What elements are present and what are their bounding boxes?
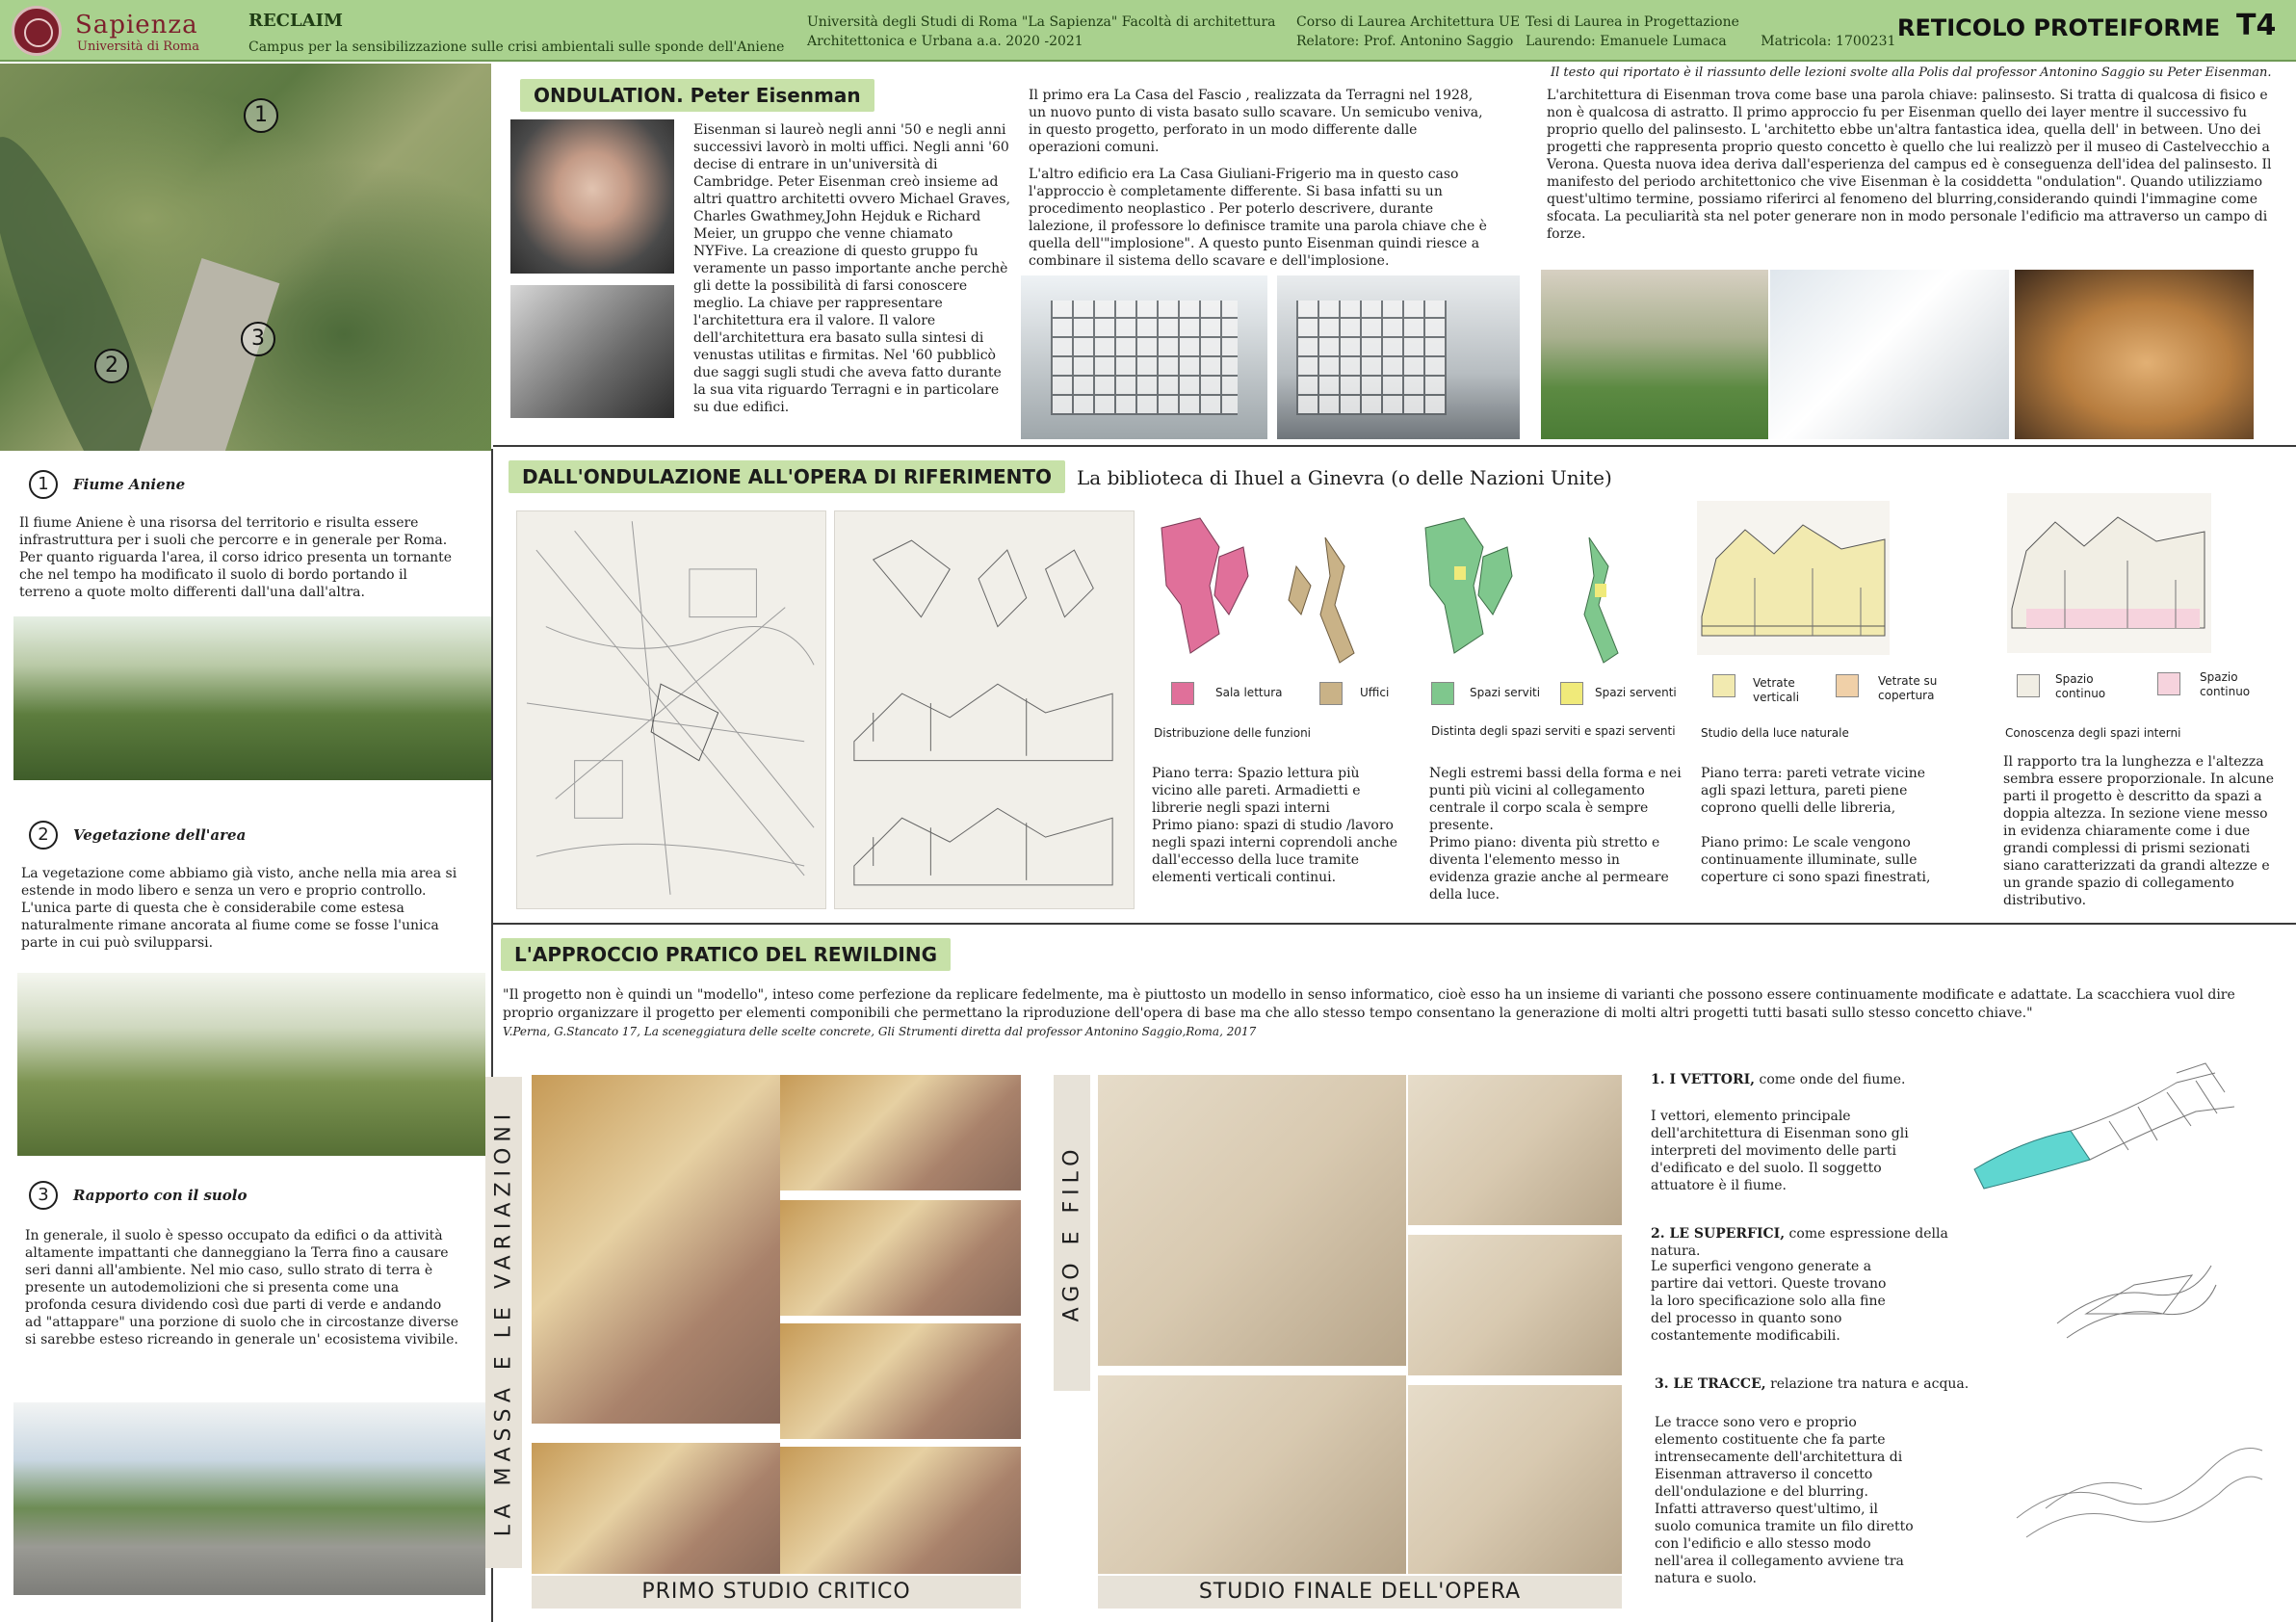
light-study-svg — [1697, 501, 1890, 655]
rewilding-quote: "Il progetto non è quindi un "modello", inteso come perfezione da replicare fedelmente, ma è piuttosto un modello in senso informatico, cioè esso ha un insieme di varianti che possono essere continuamente modificate e adattate. La scacchiera vuol dire proprio organizzare il progetto per elementi componibili che permettano la riproduzione dell'opera di base ma che allo stesso tempo consentano la generazione di molti altri progetti tutti basati sullo stesso concetto chiave." — [503, 987, 2235, 1021]
superfici-heading — [1651, 1225, 1978, 1260]
aerial-photo — [0, 64, 491, 451]
distribution-svg — [1152, 509, 1364, 672]
street-area-photo — [13, 1402, 485, 1595]
legend-swatch-sala — [1171, 682, 1194, 705]
vettori-heading-bold: 1. I VETTORI, — [1651, 1072, 1756, 1087]
section-text-vegetazione: La vegetazione come abbiamo già visto, anche nella mia area si estende in modo libero e senza un vero e proprio controllo. L'unica parte di questa che è considerabile come estesa naturalmente rimane ancorata al fiume come se fosse l'unica parte in cui può svilupparsi. — [21, 866, 457, 951]
course-line1: Corso di Laurea Architettura UE — [1296, 14, 1521, 30]
tracce-text: Le tracce sono vero e proprio elemento costituente che fa parte intrensecamente dell'architettura di Eisenman attraverso il concetto dell'ondulazione e del blurring. Infatti attraverso quest'ultimo, il suolo comunica tramite un filo diretto con l'edificio e allo stesso modo nell'area il collegamento avviene tra natura e suolo. — [1655, 1415, 1914, 1586]
vettori-heading — [1651, 1071, 1905, 1088]
mass-variation-photo-2 — [780, 1200, 1021, 1316]
casa-giuliani-frigerio-photo — [1277, 275, 1520, 439]
thread-variation-photo-2 — [1408, 1235, 1622, 1375]
vertical-label-ago-text: AGO E FILO — [1059, 1143, 1084, 1322]
header-bar — [0, 0, 2296, 62]
thread-variation-photo-1 — [1408, 1075, 1622, 1225]
superfici-text: Le superfici vengono generate a partire dai vettori. Queste trovano la loro specificazione solo alla fine del processo in quanto sono costantemente modificabili. — [1651, 1259, 1887, 1344]
section-number-3: 3 — [29, 1181, 58, 1210]
board-code: T4 — [2236, 9, 2277, 42]
tracce-heading-rest: relazione tra natura e acqua. — [1765, 1376, 1970, 1392]
rewilding-citation: V.Perna, G.Stancato 17, La sceneggiatura delle scelte concrete, Gli Strumenti diretta dal professor Antonino Saggio,Roma, 2017 — [503, 1025, 1257, 1038]
interior-spaces-section — [2007, 493, 2211, 653]
caption-luce-naturale: Studio della luce naturale — [1701, 726, 1849, 740]
mass-variation-photo-4 — [780, 1447, 1021, 1574]
section-number-1: 1 — [29, 470, 58, 499]
thesis-line1: Tesi di Laurea in Progettazione — [1526, 14, 1739, 30]
text-spazi-interni: Il rapporto tra la lunghezza e l'altezza sembra essere proporzionale. In alcune parti il progetto è descritto da spazi a doppia altezza. In sezione viene messo in evidenza chiaramente come i due grandi complessi di prismi sezionati siano caratterizzati da grandi altezze e un grande spazio di collegamento distributivo. — [2003, 754, 2275, 908]
superfici-heading-bold: 2. LE SUPERFICI, — [1651, 1226, 1786, 1242]
vettori-text: I vettori, elemento principale dell'architettura di Eisenman sono gli interpreti del movimento delle parti d'edificato e del suolo. Il soggetto attuatore è il fiume. — [1651, 1109, 1909, 1193]
legend-label-sala: Sala lettura — [1215, 686, 1283, 699]
project-subtitle: Campus per la sensibilizzazione sulle crisi ambientali sulle sponde dell'Aniene — [248, 39, 785, 55]
caption-spazi-interni: Conoscenza degli spazi interni — [2005, 726, 2181, 740]
surfaces-sketch-svg — [2048, 1246, 2221, 1352]
legend-swatch-vetrate-verticali — [1712, 674, 1735, 697]
light-study-section — [1697, 501, 1890, 655]
legend-label-vetrate-verticali: Vetrate verticali — [1753, 676, 1800, 704]
university-line2: Architettonica e Urbana a.a. 2020 -2021 — [807, 34, 1083, 49]
superfici-heading-rest: come espressione della natura. — [1651, 1226, 1948, 1259]
white-model-photo — [1770, 270, 2009, 439]
reference-subtitle: La biblioteca di Ihuel a Ginevra (o delle Nazioni Unite) — [1077, 466, 1612, 489]
eisenman-portrait-photo — [510, 119, 674, 274]
vectors-sketch — [1965, 1054, 2244, 1208]
top-section-divider — [493, 445, 2296, 447]
legend-swatch-uffici — [1319, 682, 1343, 705]
castelvecchio-garden-photo — [1541, 270, 1768, 439]
traces-sketch — [2007, 1412, 2267, 1557]
middle-section-divider — [493, 923, 2296, 925]
reference-heading: DALL'ONDULAZIONE ALL'OPERA DI RIFERIMENTO — [509, 460, 1065, 493]
rewilding-heading: L'APPROCCIO PRATICO DEL REWILDING — [501, 938, 951, 971]
logo-subtitle: Università di Roma — [77, 39, 199, 54]
thread-model-large-photo — [1098, 1075, 1406, 1366]
caption-spazi-serviti: Distinta degli spazi serviti e spazi serventi — [1431, 724, 1676, 738]
course-line2: Relatore: Prof. Antonino Saggio — [1296, 34, 1514, 49]
logo-name: Sapienza — [75, 11, 198, 39]
section-title-suolo: Rapporto con il suolo — [73, 1187, 248, 1204]
mass-variation-photo-1 — [780, 1075, 1021, 1190]
legend-label-uffici: Uffici — [1360, 686, 1390, 699]
legend-label-serviti: Spazi serviti — [1470, 686, 1541, 699]
text-distribuzione: Piano terra: Spazio lettura più vicino alle pareti. Armadietti e librerie negli spazi interni Primo piano: spazi di studio /lavoro negli spazi interni coprendoli anche dall'eccesso della luce tramite elementi verticali continui. — [1152, 766, 1398, 885]
tracce-heading-bold: 3. LE TRACCE, — [1655, 1376, 1766, 1392]
legend-swatch-continuo-2 — [2157, 672, 2180, 695]
aerial-marker-3: 3 — [241, 322, 275, 356]
vertical-label-massa — [485, 1077, 522, 1568]
ondulation-column-1: Eisenman si laureò negli anni '50 e negli anni successivi lavorò in molti uffici. Negli anni '60 decise di entrare in un'università di Cambridge. Peter Eisenman creò insieme ad altri quattro architetti ovvero Michael Graves, Charles Gwathmey,John Hejduk e Richard Meier, un gruppo che venne chiamato NYFive. La creazione di questo gruppo fu veramente un passo importante anche perchè gli dette la possibilità di farsi conoscere meglio. La chiave per rappresentare l'architettura era il valore. Il valore dell'architettura era basato sulla sintesi di venustas utilitas e firmitas. Nel '60 pubblicò due saggi sugli studi che aveva fatto durante la sua vita riguardo Terragni e in particolare su due edifici. — [693, 122, 1011, 415]
site-plan-svg — [517, 511, 825, 908]
legend-swatch-vetrate-copertura — [1836, 674, 1859, 697]
vettori-heading-rest: come onde del fiume. — [1755, 1072, 1906, 1087]
vectors-sketch-svg — [1965, 1054, 2244, 1208]
thread-variation-photo-3 — [1408, 1385, 1622, 1574]
thread-model-wide-photo — [1098, 1375, 1406, 1574]
aerial-marker-1: 1 — [244, 98, 278, 133]
section-text-fiume: Il fiume Aniene è una risorsa del territorio e risulta essere infrastruttura per i suoli che percorre e in generale per Roma. Per quanto riguarda l'area, il corso idrico presenta un tornante che nel tempo ha modificato il suolo di bordo portando il terreno a quote molto differenti dall'una dall'altra. — [19, 515, 453, 600]
legend-swatch-continuo-1 — [2017, 674, 2040, 697]
thesis-line2: Laurendo: Emanuele Lumaca Matricola: 1700231 — [1526, 34, 1896, 49]
section-text-suolo: In generale, il suolo è spesso occupato da edifici o da attività altamente impattanti che danneggiano la Terra fino a causare seri danni all'ambiente. Nel mio caso, sullo strato di terra è presente un autodemolizioni che si presenta come una profonda cesura dividendo così due parti di verde e andando ad "attappare" una porzione di suolo che in circostanze diverse si sarebbe esteso ricreando in generale un' ecosistema vivibile. — [25, 1228, 459, 1347]
interior-spaces-svg — [2007, 493, 2211, 653]
served-spaces-svg — [1416, 509, 1628, 672]
section-title-vegetazione: Vegetazione dell'area — [73, 826, 247, 844]
ondulation-column-2b: L'altro edificio era La Casa Giuliani-Frigerio ma in questo caso l'approccio è completamente differente. Si basa infatti su un procedimento neoplastico . Per poterlo descrivere, durante lalezione, il professore lo definisce tramite una parola chiave che è quella dell'"implosione". A questo punto Eisenman quindi riesce a combinare il sistema dello scavare e dell'implosione. — [1029, 167, 1487, 269]
river-vegetation-photo — [13, 616, 491, 780]
legend-label-continuo-1: Spazio continuo — [2055, 672, 2106, 700]
project-title: RECLAIM — [248, 11, 343, 31]
site-plan-drawing — [516, 510, 826, 909]
casa-del-fascio-photo — [1021, 275, 1267, 439]
section-title-fiume: Fiume Aniene — [73, 476, 186, 493]
caption-distribuzione: Distribuzione delle funzioni — [1154, 726, 1312, 740]
university-line1: Università degli Studi di Roma "La Sapienza" Facoltà di architettura — [807, 14, 1276, 30]
wood-model-photo — [2015, 270, 2254, 439]
vertical-label-massa-text: LA MASSA E LE VARIAZIONI — [491, 1108, 516, 1537]
text-luce-naturale: Piano terra: pareti vetrate vicine agli spazi lettura, pareti piene coprono quelli delle libreria, Piano primo: Le scale vengono continuamente illuminate, sulle coperture ci sono spazi finestrati, — [1701, 766, 1931, 885]
board-title: RETICOLO PROTEIFORME — [1897, 14, 2221, 41]
sapienza-seal-logo — [12, 6, 62, 56]
sections-svg — [835, 511, 1134, 908]
tracce-heading — [1655, 1375, 1982, 1393]
ondulation-column-2a: Il primo era La Casa del Fascio , realizzata da Terragni nel 1928, un nuovo punto di vista basato sullo scavare. Un semicubo veniva, in questo progetto, perforato in un modo differente dalle operazioni comuni. — [1029, 88, 1483, 155]
sections-drawing — [834, 510, 1135, 909]
traces-sketch-svg — [2007, 1412, 2267, 1557]
legend-swatch-serviti — [1431, 682, 1454, 705]
distribution-diagram — [1152, 509, 1364, 672]
section-number-2: 2 — [29, 821, 58, 850]
mass-model-small-photo — [532, 1443, 780, 1574]
surfaces-sketch — [2048, 1246, 2221, 1352]
legend-label-vetrate-copertura: Vetrate su copertura — [1878, 674, 1938, 702]
wild-vegetation-photo — [17, 973, 485, 1156]
label-studio-finale: STUDIO FINALE DELL'OPERA — [1098, 1576, 1622, 1609]
ondulation-note: Il testo qui riportato è il riassunto delle lezioni svolte alla Polis dal professor Antonino Saggio su Peter Eisenman. — [1551, 65, 2272, 80]
served-spaces-diagram — [1416, 509, 1628, 672]
legend-swatch-serventi — [1560, 682, 1583, 705]
ondulation-column-3: L'architettura di Eisenman trova come base una parola chiave: palinsesto. Si tratta di qualcosa di fisico e non è qualcosa di astratto. Il primo approccio fu per Eisenman quello dei layer mentre il successivo fu proprio quello del palinsesto. L 'architetto ebbe un'altra fantastica idea, quella dell' in between. Uno dei progetti che rappresenta proprio questo concetto è quello che lui realizzò per il museo di Castelvecchio a Verona. Questa nuova idea deriva dall'esperienza del campus ed è conseguenza dell'idea del palinsesto. Il manifesto del periodo architettonico che vive Eisenman è la cosiddetta "ondulation". Quando utilizziamo quest'ultimo termine, possiamo riferirci al fenomeno del blurring,considerando quindi l'immagine come sfocata. La peculiarità sta nel poter generare non in modo personale l'edificio ma attraverso un campo di forze. — [1547, 88, 2272, 242]
legend-label-serventi: Spazi serventi — [1595, 686, 1677, 699]
mass-variation-photo-3 — [780, 1323, 1021, 1439]
legend-label-continuo-2: Spazio continuo — [2200, 670, 2251, 698]
vertical-label-ago — [1054, 1075, 1090, 1391]
label-primo-studio: PRIMO STUDIO CRITICO — [532, 1576, 1021, 1609]
aerial-marker-2: 2 — [94, 349, 129, 383]
ondulation-heading: ONDULATION. Peter Eisenman — [520, 79, 874, 112]
text-spazi-serviti: Negli estremi bassi della forma e nei punti più vicini al collegamento centrale il corpo scala è sempre presente. Primo piano: diventa più stretto e diventa l'elemento messo in evidenza grazie anche al permeare della luce. — [1429, 766, 1682, 903]
eisenman-models-photo — [510, 285, 674, 418]
mass-model-large-photo — [532, 1075, 780, 1424]
